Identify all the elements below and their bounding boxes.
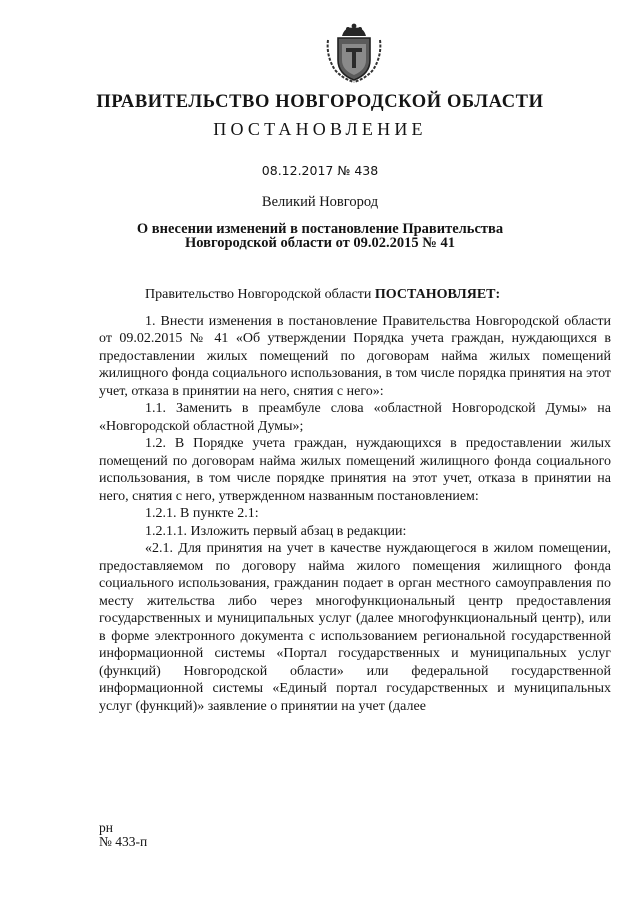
subject-line-1: О внесении изменений в постановление Правительства xyxy=(136,221,504,237)
paragraph-1: 1. Внести изменения в постановление Правительства Новгородской области от 09.02.2015 № 41 «Об утверждении Порядка учета граждан, нуждающихся в предоставлении жилых помещений по договорам найма жилых помещений жилищного фонда социального использования, в том числе порядка принятия на этот учет, отказа в принятии на него, снятия с него»: xyxy=(99,313,611,399)
document-body xyxy=(99,286,611,715)
subject-line-2: Новгородской области от 09.02.2015 № 41 xyxy=(185,235,455,251)
quoted-paragraph-2-1: «2.1. Для принятия на учет в качестве нуждающегося в жилом помещении, предоставляемом по договору найма жилого помещения жилищного фонда социального использования, гражданин подает в орган местного самоуправления по месту жительства либо через многофункциональный центр предоставления государственных и муниципальных услуг (далее многофункциональный центр), или в форме электронного документа с использованием региональной государственной информационной системы «Портал государственных и муниципальных услуг (функций) Новгородской области» или федеральной государственной информационной системы «Единый портал государственных и муниципальных услуг (функций)» заявление о принятии на учет (далее xyxy=(99,541,611,714)
document-type: ПОСТАНОВЛЕНИЕ xyxy=(213,119,427,139)
paragraph-1-2: 1.2. В Порядке учета граждан, нуждающихся в предоставлении жилых помещений по договорам найма жилых помещений жилищного фонда социального использования, в том числе порядке принятия на этот учет, отказа в принятии на него, снятия с него, утвержденном названным постановлением: xyxy=(99,436,611,504)
coat-of-arms-icon xyxy=(325,22,383,84)
city: Великий Новгород xyxy=(261,194,379,210)
resolution-intro xyxy=(99,286,611,304)
paragraph-1-2-1-1: 1.2.1.1. Изложить первый абзац в редакции: xyxy=(145,523,407,539)
intro-text: Правительство Новгородской области xyxy=(145,287,375,302)
paragraph-1-2-1: 1.2.1. В пункте 2.1: xyxy=(145,506,259,521)
document-subject xyxy=(110,222,530,250)
government-title: ПРАВИТЕЛЬСТВО НОВГОРОДСКОЙ ОБЛАСТИ xyxy=(96,92,544,112)
footer xyxy=(99,821,147,849)
footer-doc-number: № 433-п xyxy=(99,834,148,849)
resolves-keyword: ПОСТАНОВЛЯЕТ: xyxy=(374,287,501,302)
executor-initials: рн xyxy=(99,820,113,835)
date-and-number: 08.12.2017 № 438 xyxy=(261,163,379,178)
paragraph-1-1: 1.1. Заменить в преамбуле слова «областной Новгородской Думы» на «Новгородской областной Думы»; xyxy=(99,401,611,434)
